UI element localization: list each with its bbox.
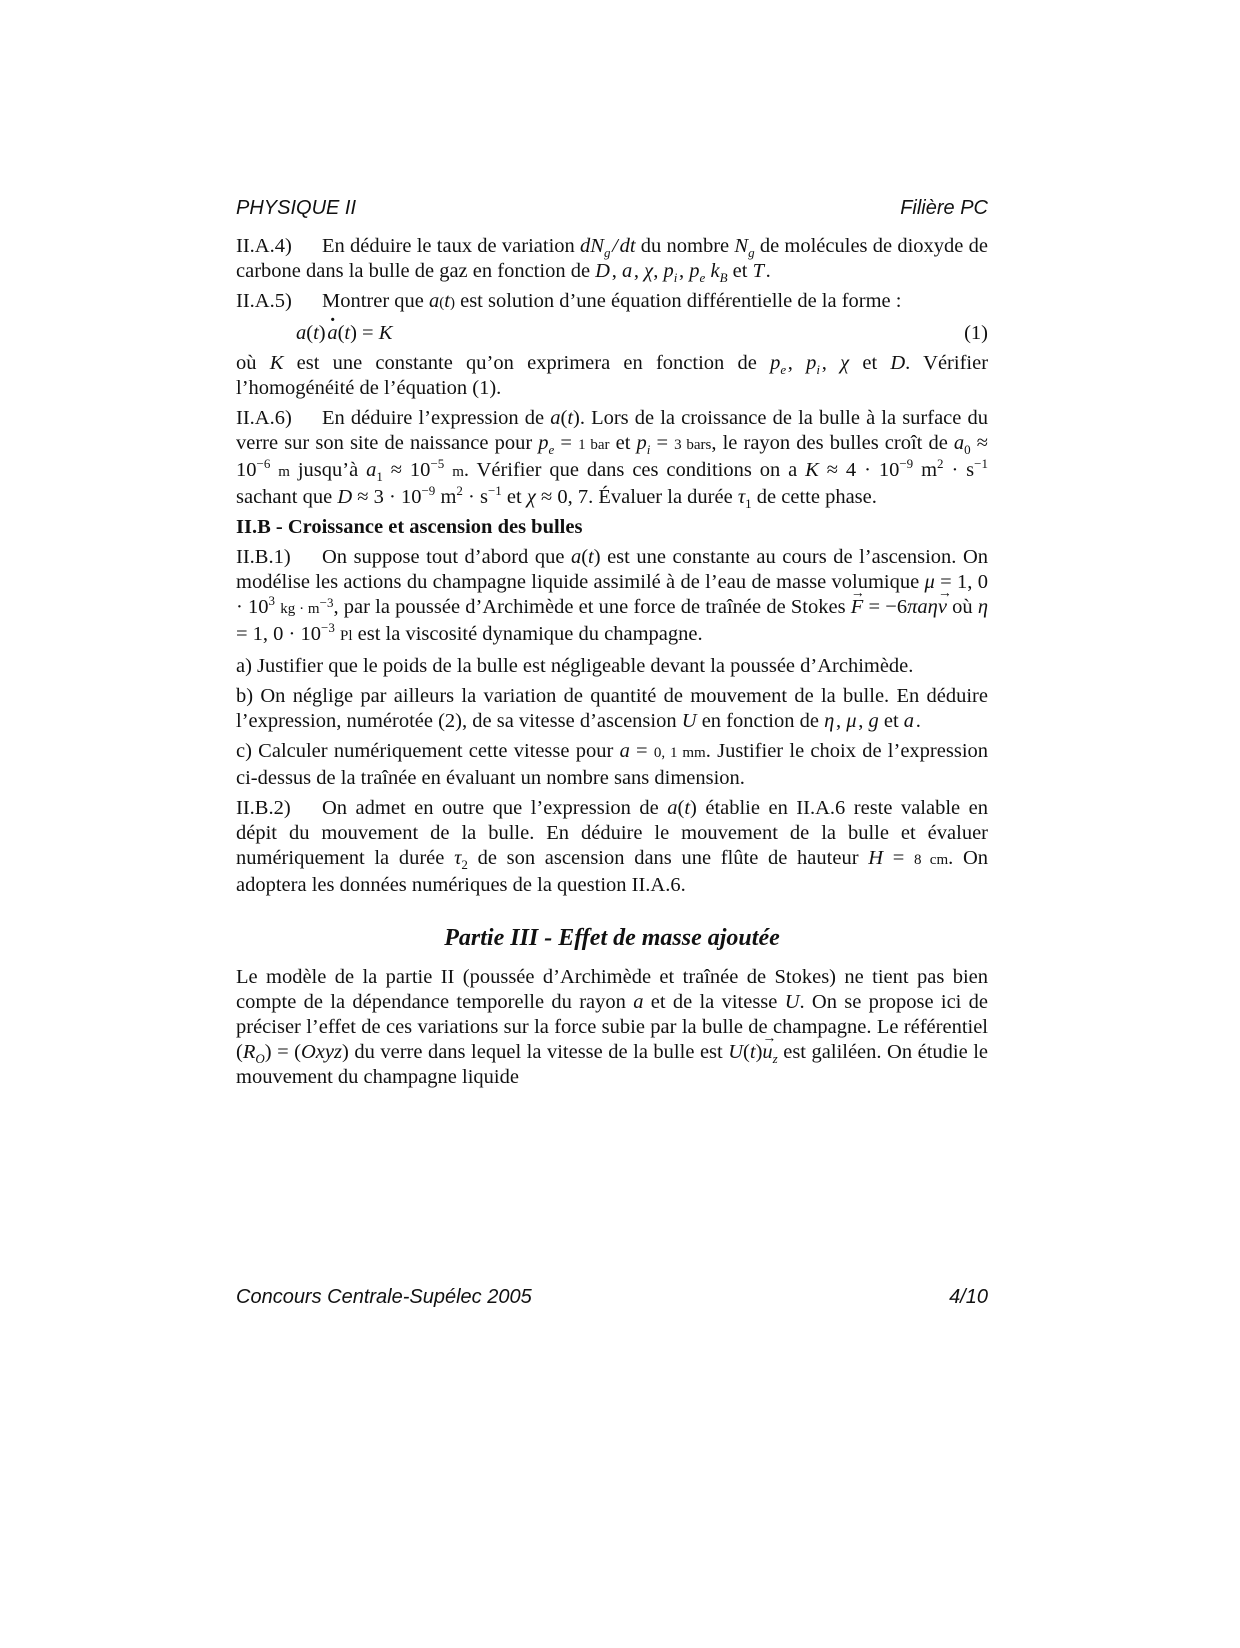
math-vars: D	[595, 260, 610, 282]
equation-label: (1)	[964, 322, 988, 344]
question-II-A-6: II.A.6) En déduire l’expression de a(t). Lors de la croissance de la bulle à la surface du verre sur son site de naissance pour $p_e = 1$ bar et $p_i = 3$ bars, le rayon des bulles croît de $a_0 \approx 10^{-6}$ m jusqu’à $a_1 \approx 10^{-5}$ m. Vérifier que dans ces conditions on a $K \approx 4 \cdot 10^{-9}$ $m^2 \cdot s^{-1}$ sachant que $D \approx 3 \cdot 10^{-9}$ $m^2 \cdot s^{-1}$ et χ ≈ 0, 7. Évaluer la durée $\tau_1$ de cette phase.	[236, 407, 989, 512]
question-II-B-1-c: c) Calculer numériquement cette vitesse pour a = 0, 1 mm. Justifier le choix de l’expression ci-dessus de la traînée en évaluant un nombre sans dimension.	[236, 740, 989, 789]
equation-body: a	[296, 322, 307, 344]
part-title-III: Partie III - Effet de masse ajoutée	[444, 925, 780, 951]
page-body	[236, 234, 988, 1095]
question-II-B-1-a: a) Justifier que le poids de la bulle est négligeable devant la poussée d’Archimède.	[236, 655, 914, 677]
page-number: 4/10	[949, 1286, 988, 1308]
header-track: Filière PC	[900, 197, 988, 219]
question-II-B-1-b: b) On néglige par ailleurs la variation de quantité de mouvement de la bulle. En déduire l’expression, numérotée (2), de sa vitesse d’ascension U en fonction de η , μ , g et a .	[236, 685, 988, 732]
question-II-B-1: II.B.1) On suppose tout d’abord que a(t) est une constante au cours de l’ascension. On modélise les actions du champagne liquide assimilé à de l’eau de masse volumique μ = 1, $0 \cdot 10^3$ kg · $m^{-3}$, par la poussée d’Archimède et une force de traînée de Stokes → F = −6πaη→ v où η = 1, $0 \cdot 10^{-3}$ Pl est la viscosité dynamique du champagne.	[236, 545, 988, 649]
page-footer	[236, 1286, 988, 1309]
question-II-A-5-cont: où K est une constante qu’on exprimera en fonction de $p_e$ , $p_i$ , χ et D. Vérifier l’homogénéité de l’équation (1).	[236, 352, 989, 399]
part-III-intro: Le modèle de la partie II (poussée d’Archimède et traînée de Stokes) ne tient pas bien compte de la dépendance temporelle du rayon a et de la vitesse U. On se propose ici de préciser l’effet de ces variations sur la force subie par la bulle de champagne. Le référentiel $(R_O)$ = (Oxyz) du verre dans lequel la vitesse de la bulle est $U(t)\to u_z$ est galiléen. On étudie le mouvement du champagne liquide	[236, 965, 988, 1090]
question-II-A-4: II.A.4) En déduire le taux de variation $dN_g$ / dt du nombre $N_g$ de molécules de dioxyde de carbone dans la bulle de gaz en fonction de D , a , χ, $p_i$ , $p_e$ $k_B$ et T .	[236, 235, 989, 286]
footer-contest: Concours Centrale-Supélec 2005	[236, 1286, 532, 1308]
page-header	[236, 197, 988, 220]
header-subject: PHYSIQUE II	[236, 197, 357, 219]
question-II-B-2: II.B.2) On admet en outre que l’expression de a(t) établie en II.A.6 reste valable en dépit du mouvement de la bulle. En déduire le mouvement de la bulle et évaluer numériquement la durée $\tau_2$ de son ascension dans une flûte de hauteur H = 8 cm. On adoptera les données numériques de la question II.A.6.	[236, 797, 989, 896]
question-number: II.A.4)	[236, 235, 292, 257]
question-number: II.B.1)	[236, 546, 291, 568]
section-title-II-B: II.B - Croissance et ascension des bulles	[236, 516, 583, 538]
question-number: II.A.6)	[236, 407, 292, 429]
math-dNg-dt: $dN_g$ / dt	[580, 235, 636, 261]
question-number: II.A.5)	[236, 290, 292, 312]
equation-1: a (t) · a(t) = K (1)	[236, 321, 988, 346]
question-II-A-5: II.A.5) Montrer que a(t) est solution d’une équation différentielle de la forme :	[236, 290, 902, 312]
math-Ng: $N_g$	[734, 235, 755, 261]
math-a-t: a	[429, 290, 440, 312]
question-number: II.B.2)	[236, 797, 291, 819]
